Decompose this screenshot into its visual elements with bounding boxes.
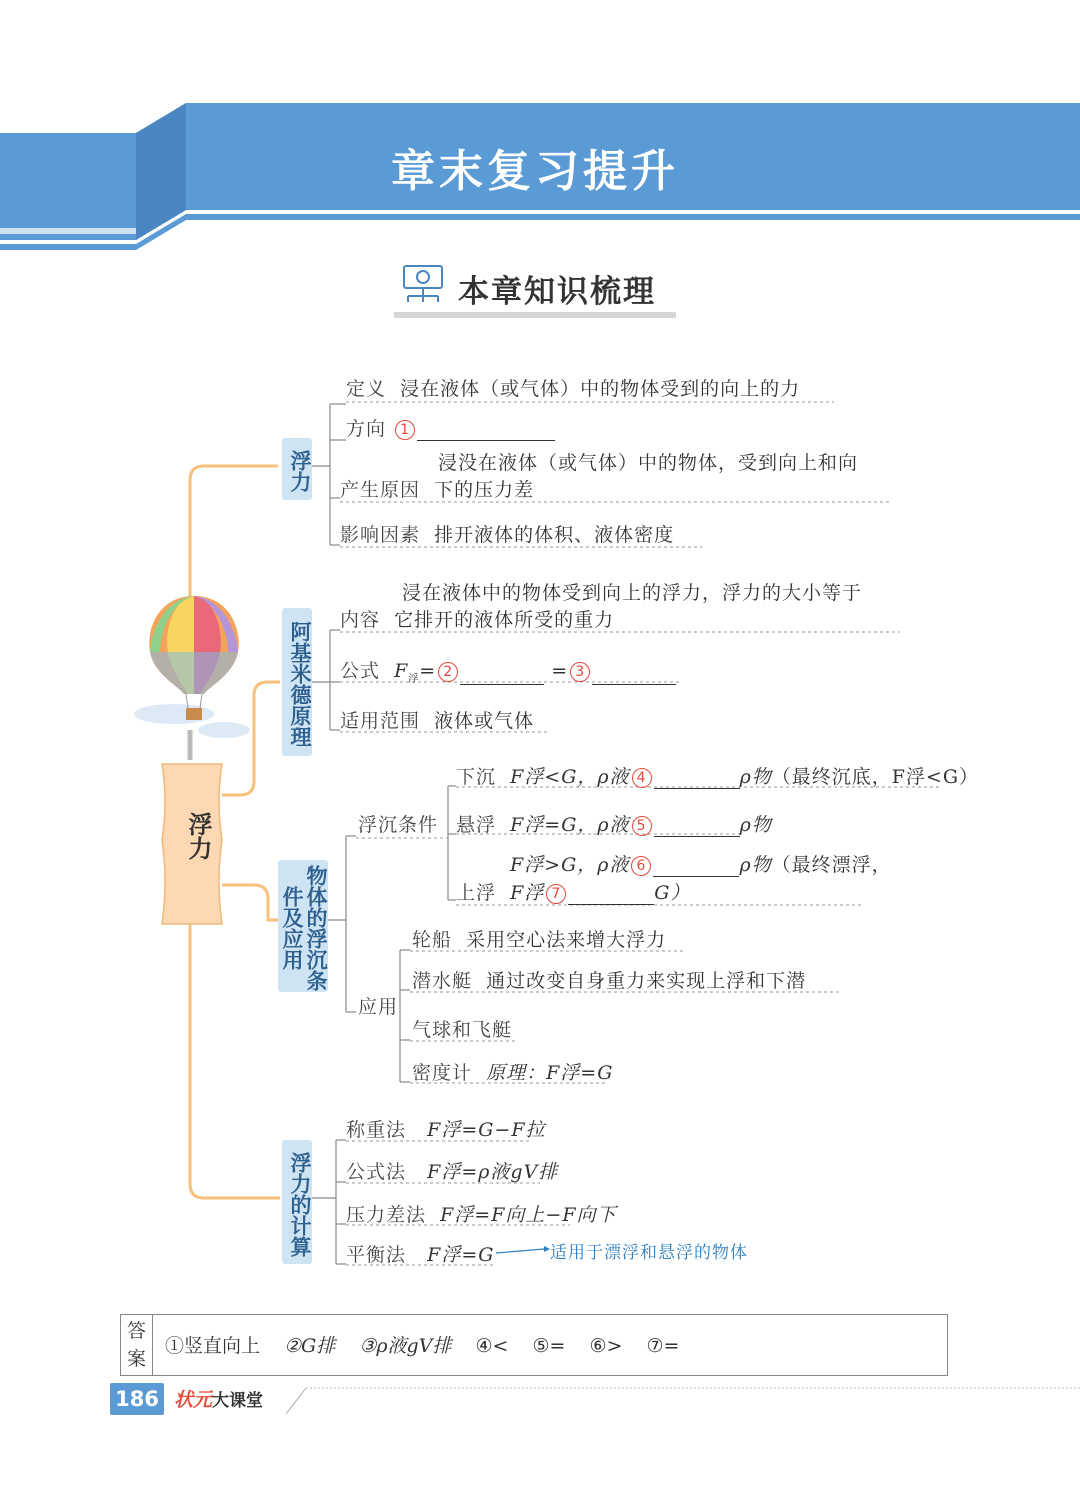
page-number: 186 [110, 1383, 164, 1415]
cause-row: 产生原因 下的压力差 [340, 479, 535, 501]
sink-row: 下沉 F浮<G，ρ液 4 ρ物（最终沉底，F浮<G） [456, 766, 980, 788]
answer-item: ⑤= [532, 1335, 566, 1357]
scope-row: 适用范围 液体或气体 [340, 710, 535, 732]
node-archimedes: 阿基米德原理 [282, 608, 312, 756]
answer-item: ⑥> [589, 1335, 623, 1357]
node-buoyancy: 浮力 [282, 438, 312, 500]
node-calculation: 浮力的计算 [282, 1140, 312, 1264]
footer-rule [286, 1386, 1080, 1416]
answer-item: ②G排 [284, 1335, 336, 1357]
answer-list [165, 1331, 697, 1358]
conditions-label: 浮沉条件 [358, 814, 439, 836]
answer-item: ⑦= [646, 1335, 680, 1357]
cause-line1: 浸没在液体（或气体）中的物体，受到向上和向 [438, 452, 859, 474]
section-title: 本章知识梳理 [458, 274, 656, 310]
rise-row: 上浮 F浮 7 G） [456, 882, 691, 904]
content-row: 内容 它排开的液体所受的重力 [340, 609, 615, 631]
app-label: 应用 [358, 996, 399, 1018]
banner-title: 章末复习提升 [391, 146, 679, 197]
method-pressure: 压力差法 F浮=F向上−F向下 [346, 1204, 617, 1226]
answer-box [120, 1314, 948, 1376]
answer-item: ④< [475, 1335, 509, 1357]
method-balance: 平衡法 F浮=G [346, 1244, 495, 1266]
formula-row: 公式 $F_浮= 2 = 3$ [340, 656, 676, 685]
brand-logo: 状元大课堂 [174, 1389, 264, 1411]
app-balloon: 气球和飞艇 [412, 1019, 513, 1041]
content-line1: 浸在液体中的物体受到向上的浮力，浮力的大小等于 [402, 582, 863, 604]
answer-item: ③ρ液gV排 [359, 1335, 452, 1357]
method-weighing: 称重法 F浮=G−F拉 [346, 1119, 546, 1141]
answer-label: 答案 [121, 1315, 153, 1375]
direction-row: 方向 1 [346, 414, 555, 441]
app-ship: 轮船 采用空心法来增大浮力 [412, 929, 667, 951]
node-floating: 物体的浮沉条件及应用 [278, 860, 328, 992]
factors-row: 影响因素 排开液体的体积、液体密度 [340, 524, 675, 546]
answer-item: ①竖直向上 [165, 1335, 261, 1357]
suspend-row: 悬浮 F浮=G，ρ液 5 ρ物 [456, 814, 772, 836]
rise-line1: F浮>G，ρ液 6 ρ物（最终漂浮， [510, 854, 892, 876]
app-submarine: 潜水艇 通过改变自身重力来实现上浮和下潜 [412, 970, 807, 992]
app-hydrometer: 密度计 原理：F浮=G [412, 1062, 614, 1084]
method-formula: 公式法 F浮=ρ液gV排 [346, 1161, 559, 1183]
balance-note: 适用于漂浮和悬浮的物体 [550, 1243, 748, 1263]
root-node: 浮力 [184, 812, 212, 860]
definition-row: 定义 浸在液体（或气体）中的物体受到的向上的力 [346, 378, 801, 400]
